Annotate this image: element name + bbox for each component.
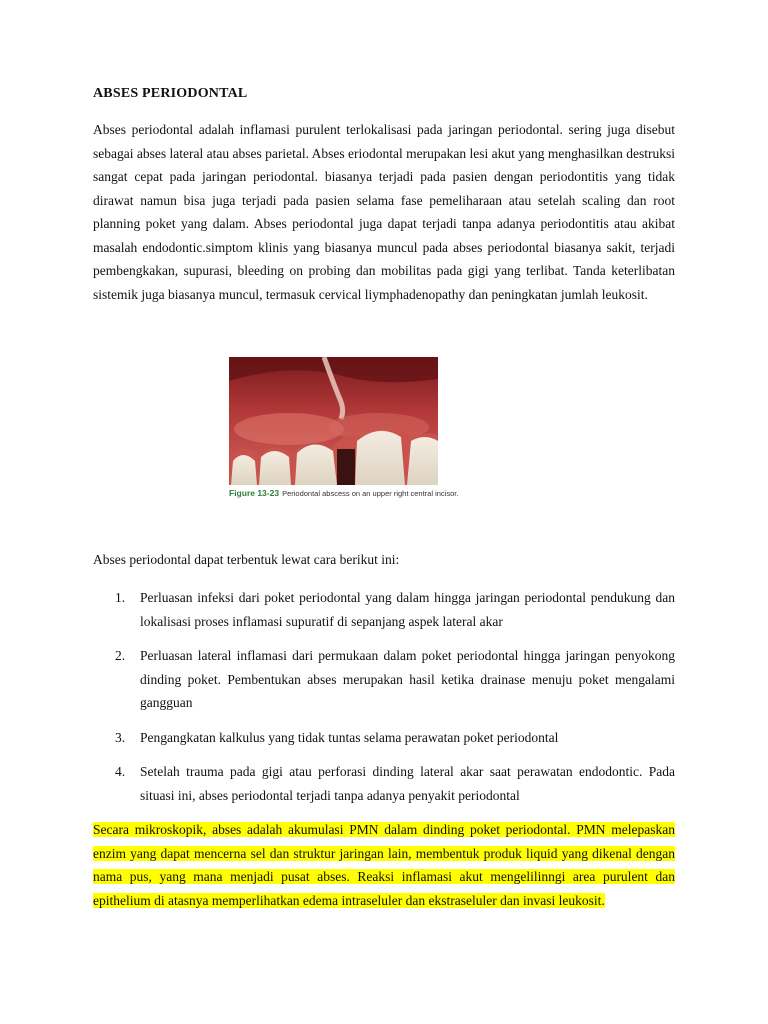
- list-item-text: Pengangkatan kalkulus yang tidak tuntas selama perawatan poket periodontal: [140, 729, 559, 745]
- list-intro: Abses periodontal dapat terbentuk lewat cara berikut ini:: [93, 552, 400, 567]
- list-item-number: 2.: [115, 648, 126, 663]
- list-item-number: 3.: [115, 729, 126, 745]
- figure-caption-text: Periodontal abscess on an upper right central incisor.: [282, 489, 459, 498]
- figure: [229, 357, 573, 498]
- list-item-text: Perluasan infeksi dari poket periodontal yang dalam hingga jaringan periodontal pendukung dan lokalisasi proses inflamasi supuratif di sepanjang aspek lateral akar: [140, 590, 675, 629]
- page-title: ABSES PERIODONTAL: [93, 86, 248, 101]
- list-item: [93, 644, 675, 715]
- paragraph-definition: Abses periodontal adalah inflamasi purulent terlokalisasi pada jaringan periodontal. sering juga disebut sebagai abses lateral atau abses parietal. Abses eriodontal merupakan lesi akut yang menghasilkan destruksi sangat cepat pada jaringan periodontal. biasanya terjadi pada pasien dengan periodontitis yang tidak dirawat namun bisa juga terjadi pada pasien selama fase pemeliharaan atau setelah scaling dan root planning poket yang dalam. Abses periodontal juga dapat terjadi tanpa adanya periodontitis atau akibat masalah endodontic.simptom klinis yang biasanya muncul pada abses periodontal biasanya sakit, terjadi pembengkakan, supurasi, bleeding on probing dan mobilitas pada gigi yang terlibat. Tanda keterlibatan sistemik juga biasanya muncul, termasuk cervical liymphadenopathy dan peningkatan jumlah leukosit.: [93, 122, 675, 302]
- highlighted-paragraph: [93, 818, 675, 912]
- list-item: [93, 726, 675, 750]
- list-item-number: 1.: [115, 590, 126, 605]
- list-item-text: Setelah trauma pada gigi atau perforasi dinding lateral akar saat perawatan endodontic. Pada situasi ini, abses periodontal terjadi tanpa adanya penyakit periodontal: [140, 764, 675, 803]
- list-item-number: 4.: [115, 764, 126, 779]
- list-item-text: Perluasan lateral inflamasi dari permukaan dalam poket periodontal hingga jaringan penyokong dinding poket. Pembentukan abses merupakan hasil ketika drainase menuju poket mengalami gangguan: [140, 648, 675, 710]
- figure-label: Figure 13-23: [229, 488, 280, 498]
- highlighted-text: Secara mikroskopik, abses adalah akumulasi PMN dalam dinding poket periodontal. PMN melepaskan enzim yang dapat mencerna sel dan struktur jaringan lain, membentuk produk liquid yang dikenal dengan nama pus, yang mana menjadi pusat abses. Reaksi inflamasi akut mengelilinngi area purulent dan epithelium di atasnya memperlihatkan edema intraseluler dan ekstraseluler dan invasi leukosit.: [93, 822, 675, 908]
- figure-caption: [229, 488, 573, 498]
- formation-list: [93, 586, 675, 818]
- list-item: [93, 760, 675, 807]
- periodontal-abscess-photo: [229, 357, 438, 485]
- list-item: [93, 586, 675, 633]
